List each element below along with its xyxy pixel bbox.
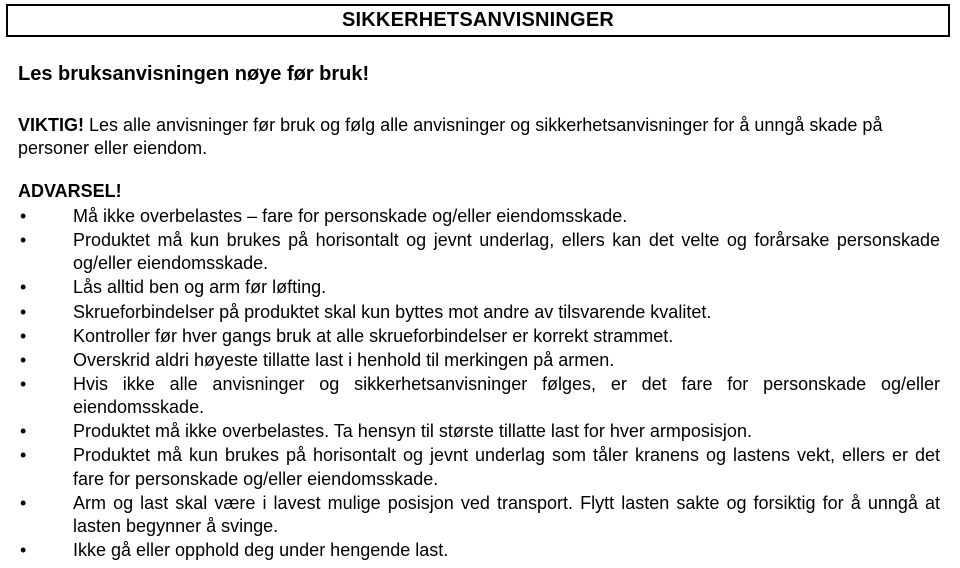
warning-item-text: Produktet må kun brukes på horisontalt og jevnt underlag som tåler kranens og lastens vekt, ellers er det fare for personskade og/eller eiendomsskade. — [73, 445, 940, 489]
bullet-icon: • — [20, 445, 27, 466]
warning-item-text: Lås alltid ben og arm før løfting. — [73, 277, 327, 298]
warning-list-item — [0, 276, 940, 299]
warning-item-text: Produktet må kun brukes på horisontalt og jevnt underlag, ellers kan det velte og forårsake personskade og/eller eiendomsskade. — [73, 230, 940, 274]
warning-item-text: Hvis ikke alle anvisninger og sikkerhetsanvisninger følges, er det fare for personskade og/eller eiendomsskade. — [73, 373, 940, 418]
warning-list-item — [0, 492, 940, 539]
bullet-icon: • — [20, 206, 27, 226]
warning-item-text: Overskrid aldri høyeste tillatte last i henhold til merkingen på armen. — [73, 349, 615, 370]
warning-list-item — [0, 539, 940, 562]
warning-list-item — [0, 420, 940, 443]
read-manual-heading: Les bruksanvisningen nøye før bruk! — [18, 63, 370, 85]
important-notice — [18, 114, 942, 160]
warning-list-item — [0, 444, 940, 491]
bullet-icon: • — [20, 373, 27, 394]
bullet-icon: • — [20, 277, 27, 298]
warning-list-item — [0, 205, 940, 228]
warning-list-item — [0, 301, 940, 324]
warning-list — [0, 205, 960, 563]
warning-heading: ADVARSEL! — [18, 181, 122, 201]
bullet-icon: • — [20, 540, 27, 561]
warning-item-text: Kontroller før hver gangs bruk at alle skrueforbindelser er korrekt strammet. — [73, 325, 674, 346]
warning-list-item — [0, 373, 940, 420]
important-label: VIKTIG! — [18, 115, 84, 135]
bullet-icon: • — [20, 492, 27, 513]
important-text: Les alle anvisninger før bruk og følg alle anvisninger og sikkerhetsanvisninger for å unngå skade på personer eller eiendom. — [18, 115, 883, 158]
bullet-icon: • — [20, 301, 27, 322]
warning-item-text: Arm og last skal være i lavest mulige posisjon ved transport. Flytt lasten sakte og forsiktig for å unngå at lasten begynner å svinge. — [73, 492, 940, 537]
bullet-icon: • — [20, 230, 27, 251]
warning-list-item — [0, 229, 940, 276]
bullet-icon: • — [20, 325, 27, 346]
document-title-box — [6, 4, 950, 37]
document-title: SIKKERHETSANVISNINGER — [341, 9, 614, 31]
warning-item-text: Må ikke overbelastes – fare for personskade og/eller eiendomsskade. — [73, 206, 628, 226]
warning-list-item — [0, 349, 940, 372]
warning-item-text: Ikke gå eller opphold deg under hengende last. — [73, 540, 449, 561]
bullet-icon: • — [20, 349, 27, 370]
bullet-icon: • — [20, 421, 27, 442]
warning-item-text: Produktet må ikke overbelastes. Ta hensyn til største tillatte last for hver armposisjon. — [73, 421, 752, 442]
warning-list-item — [0, 325, 940, 348]
warning-item-text: Skrueforbindelser på produktet skal kun byttes mot andre av tilsvarende kvalitet. — [73, 301, 712, 322]
